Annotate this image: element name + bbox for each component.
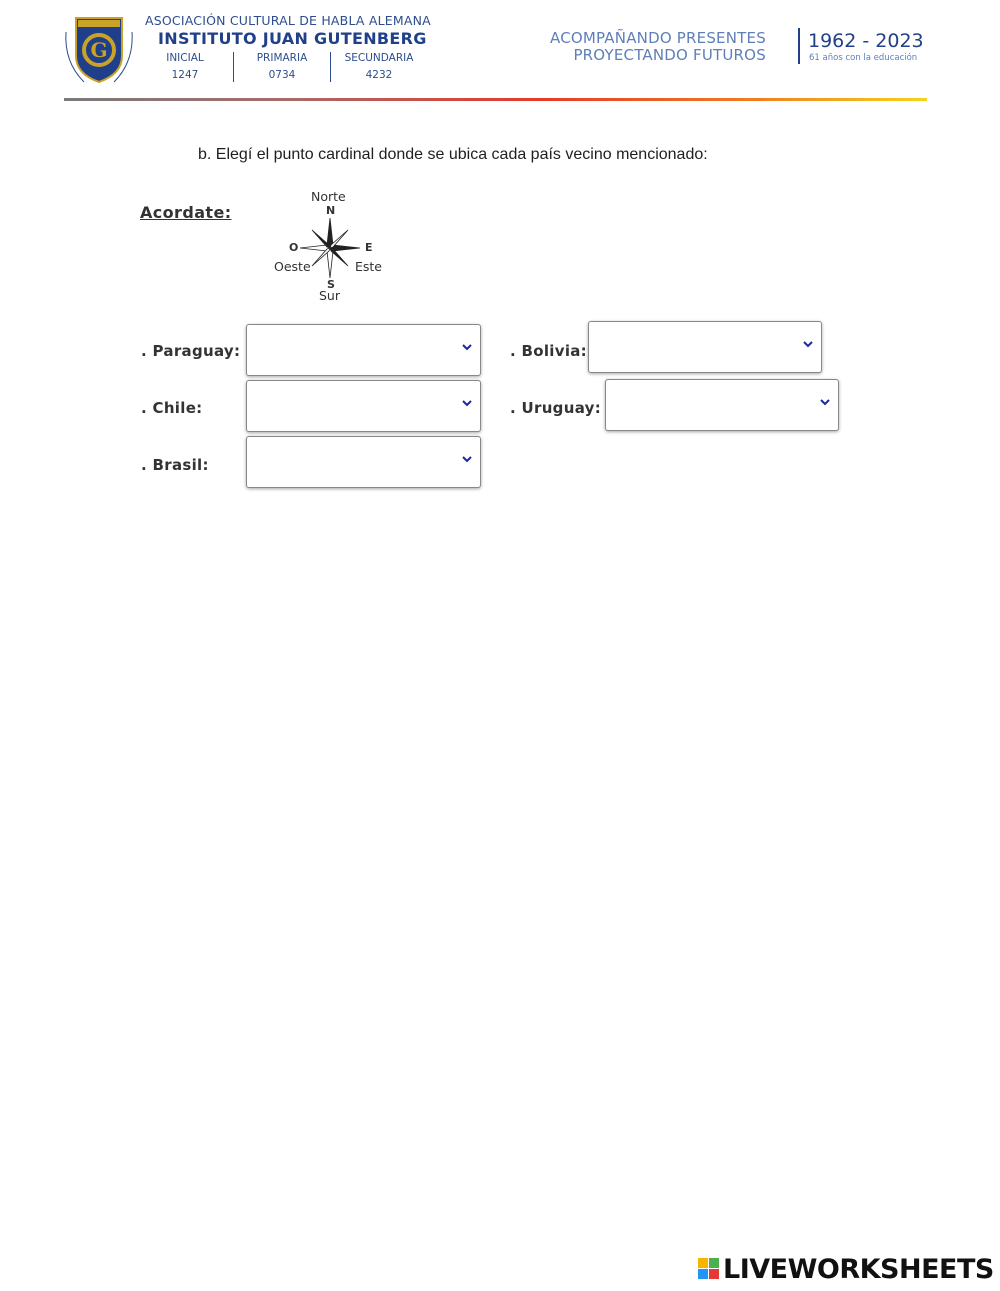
- school-logo: [62, 12, 136, 86]
- level-label: SECUNDARIA: [344, 52, 414, 64]
- level-secundaria: [339, 52, 419, 81]
- compass-rose-icon: [298, 216, 362, 285]
- slogan-line-1: ACOMPAÑANDO PRESENTES: [550, 29, 766, 47]
- level-label: INICIAL: [166, 52, 204, 64]
- association-name: ASOCIACIÓN CULTURAL DE HABLA ALEMANA: [145, 13, 431, 28]
- years-subtitle: 61 años con la educación: [809, 53, 918, 63]
- dropdown-brasil[interactable]: [246, 436, 481, 488]
- west-abbr: O: [289, 241, 299, 254]
- east-abbr: E: [365, 241, 373, 254]
- school-name: INSTITUTO JUAN GUTENBERG: [158, 29, 427, 48]
- liveworksheets-logo-icon: [698, 1258, 720, 1280]
- level-code: 4232: [365, 69, 393, 81]
- chevron-down-icon: [802, 337, 814, 355]
- level-inicial: [145, 52, 225, 81]
- south-abbr: S: [327, 278, 335, 291]
- question-label-brasil: . Brasil:: [141, 456, 209, 474]
- liveworksheets-brand[interactable]: LIVEWORKSHEETS: [723, 1254, 994, 1285]
- slogan: [550, 30, 766, 64]
- east-label: Este: [355, 259, 383, 274]
- dropdown-uruguay[interactable]: [605, 379, 839, 431]
- north-abbr: N: [326, 204, 336, 217]
- chevron-down-icon: [819, 395, 831, 413]
- chevron-down-icon: [461, 340, 473, 358]
- level-divider: [233, 52, 234, 82]
- slogan-line-2: PROYECTANDO FUTUROS: [573, 46, 766, 64]
- dropdown-chile[interactable]: [246, 380, 481, 432]
- question-label-bolivia: . Bolivia:: [510, 342, 587, 360]
- level-divider: [330, 52, 331, 82]
- west-label: Oeste: [274, 259, 311, 274]
- question-label-chile: . Chile:: [141, 399, 203, 417]
- north-label: Norte: [311, 189, 346, 204]
- dropdown-bolivia[interactable]: [588, 321, 822, 373]
- header-rule: [64, 98, 927, 101]
- slogan-divider: [798, 28, 800, 64]
- dropdown-paraguay[interactable]: [246, 324, 481, 376]
- chevron-down-icon: [461, 452, 473, 470]
- south-label: Sur: [319, 288, 340, 303]
- instruction-text: b. Elegí el punto cardinal donde se ubica cada país vecino mencionado:: [198, 146, 708, 163]
- level-primaria: [242, 52, 322, 81]
- reminder-title: Acordate:: [140, 203, 232, 222]
- years: 1962 - 2023: [808, 30, 924, 52]
- svg-text:G: G: [90, 38, 108, 62]
- question-label-uruguay: . Uruguay:: [510, 399, 602, 417]
- question-label-paraguay: . Paraguay:: [141, 342, 241, 360]
- chevron-down-icon: [461, 396, 473, 414]
- level-code: 0734: [268, 69, 296, 81]
- level-label: PRIMARIA: [256, 52, 308, 64]
- level-code: 1247: [171, 69, 199, 81]
